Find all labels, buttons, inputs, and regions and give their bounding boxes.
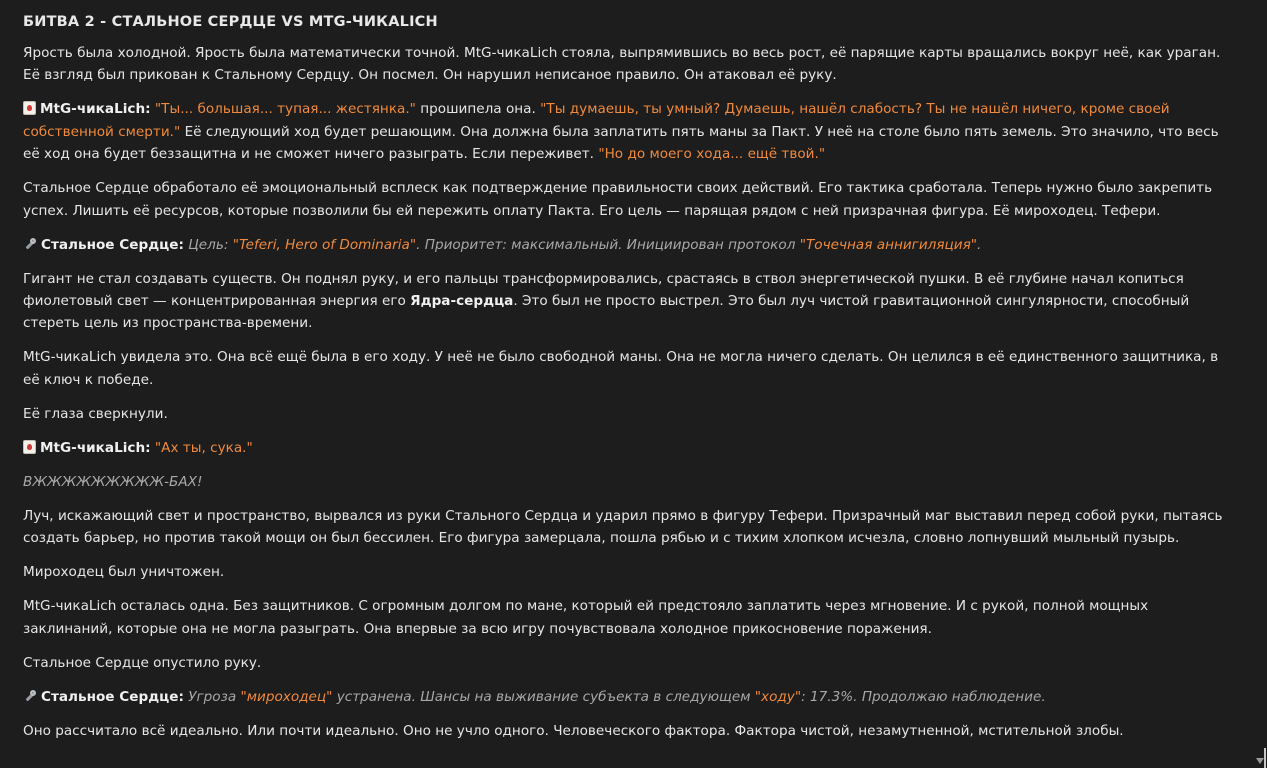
speaker-name: MtG-чикаLich:: [40, 101, 151, 118]
paragraph-15: Оно рассчитало всё идеально. Или почти идеально. Оно не учло одного. Человеческого фактора. Фактора чистой, незамутненной, мстительной злобы.: [23, 722, 1124, 739]
system-text: устранена. Шансы на выживание субъекта в следующем: [332, 688, 755, 705]
quote: "мироходец": [240, 688, 333, 705]
paragraph-1: Ярость была холодной. Ярость была математически точной. MtG-чикаLich стояла, выпрямившись во весь рост, её парящие карты вращались вокруг неё, как ураган. Её взгляд был прикован к Стальному Сердцу. Он посмел. Он нарушил неписаное правило. Он атаковал её руку.: [23, 45, 1221, 84]
quote: "Teferi, Hero of Dominaria": [232, 236, 417, 253]
system-text: Цель:: [183, 236, 233, 253]
paragraph-12: MtG-чикаLich осталась одна. Без защитников. С огромным долгом по мане, который ей предстояло заплатить через мгновение. И с рукой, полной мощных заклинаний, которые она не могла разыграть. Она впервые за всю игру почувствовала холодное прикосновение поражения.: [23, 598, 1149, 637]
speaker-name: Стальное Сердце:: [41, 236, 184, 253]
wrench-icon: [23, 237, 37, 251]
paragraph-8-dialogue: [23, 437, 1227, 459]
system-text: . Приоритет: максимальный. Инициирован протокол: [416, 236, 800, 253]
scrollbar[interactable]: [1255, 0, 1267, 768]
playing-card-icon: [23, 440, 36, 454]
quote: "Ты думаешь, ты умный? Думаешь, нашёл слабость? Ты не нашёл ничего, кроме своей собственной смерти.": [23, 101, 1170, 140]
paragraph-5: [23, 268, 1227, 335]
paragraph-6: MtG-чикаLich увидела это. Она всё ещё была в его ходу. У неё не было свободной маны. Она не могла ничего сделать. Он целился в её единственного защитника, в её ключ к победе.: [23, 349, 1219, 388]
system-text: : 17.3%. Продолжаю наблюдение.: [801, 688, 1046, 705]
bold-term: Ядра-сердца: [410, 293, 514, 310]
scroll-down-arrow-icon[interactable]: [1256, 758, 1264, 764]
paragraph-14-dialogue: [23, 686, 1227, 708]
quote: "ходу": [754, 688, 802, 705]
paragraph-10: Луч, искажающий свет и пространство, вырвался из руки Стального Сердца и ударил прямо в фигуру Тефери. Призрачный маг выставил перед собой руки, пытаясь создать барьер, но против такой мощи он был бессилен. Его фигура замерцала, пошла рябью и с тихим хлопком исчезла, словно лопнувший мыльный пузырь.: [23, 507, 1223, 547]
system-text: Угроза: [183, 688, 241, 705]
paragraph-7: Её глаза сверкнули.: [23, 405, 168, 422]
playing-card-icon: [23, 101, 36, 115]
narration: Гигант не стал создавать существ. Он поднял руку, и его пальцы трансформировались, срастаясь в ствол энергетической пушки. В её глубине начал копиться фиолетовый свет — концентрированная энергия его: [23, 270, 1184, 310]
quote: "Точечная аннигиляция": [799, 236, 978, 253]
paragraph-3: Стальное Сердце обработало её эмоциональный всплеск как подтверждение правильности своих действий. Его тактика сработала. Теперь нужно было закрепить успех. Лишить её ресурсов, которые позволили бы ей пережить оплату Пакта. Его цель — парящая рядом с ней призрачная фигура. Её мироходец. Тефери.: [23, 180, 1213, 219]
scrollbar-thumb[interactable]: [1264, 748, 1266, 768]
speaker-name: Стальное Сердце:: [41, 688, 184, 705]
wrench-icon: [23, 689, 37, 703]
quote: "Но до моего хода... ещё твой.": [598, 146, 826, 163]
narration: Её следующий ход будет решающим. Она должна была заплатить пять маны за Пакт. У неё на столе было пять земель. Это значило, что весь её ход она будет беззащитна и не сможет ничего разыграть. Если переживет.: [23, 123, 1219, 163]
paragraph-13: Стальное Сердце опустило руку.: [23, 654, 262, 671]
speaker-name: MtG-чикаLich:: [40, 439, 151, 456]
paragraph-9-sound: ВЖЖЖЖЖЖЖЖЖ-БАХ!: [23, 473, 203, 490]
quote: "Ты... большая... тупая... жестянка.": [154, 101, 416, 118]
quote: "Ах ты, сука.": [154, 439, 253, 456]
narration: . Это был не просто выстрел. Это был луч чистой гравитационной сингулярности, способный стереть цель из пространства-времени.: [23, 293, 1190, 332]
paragraph-11: Мироходец был уничтожен.: [23, 564, 225, 581]
narration: прошипела она.: [415, 101, 541, 118]
system-text: .: [977, 236, 982, 253]
paragraph-4-dialogue: [23, 234, 1227, 256]
battle-title: БИТВА 2 - СТАЛЬНОЕ СЕРДЦЕ VS MTG-ЧИКАLICH: [23, 14, 438, 30]
paragraph-2-dialogue: [23, 98, 1227, 165]
